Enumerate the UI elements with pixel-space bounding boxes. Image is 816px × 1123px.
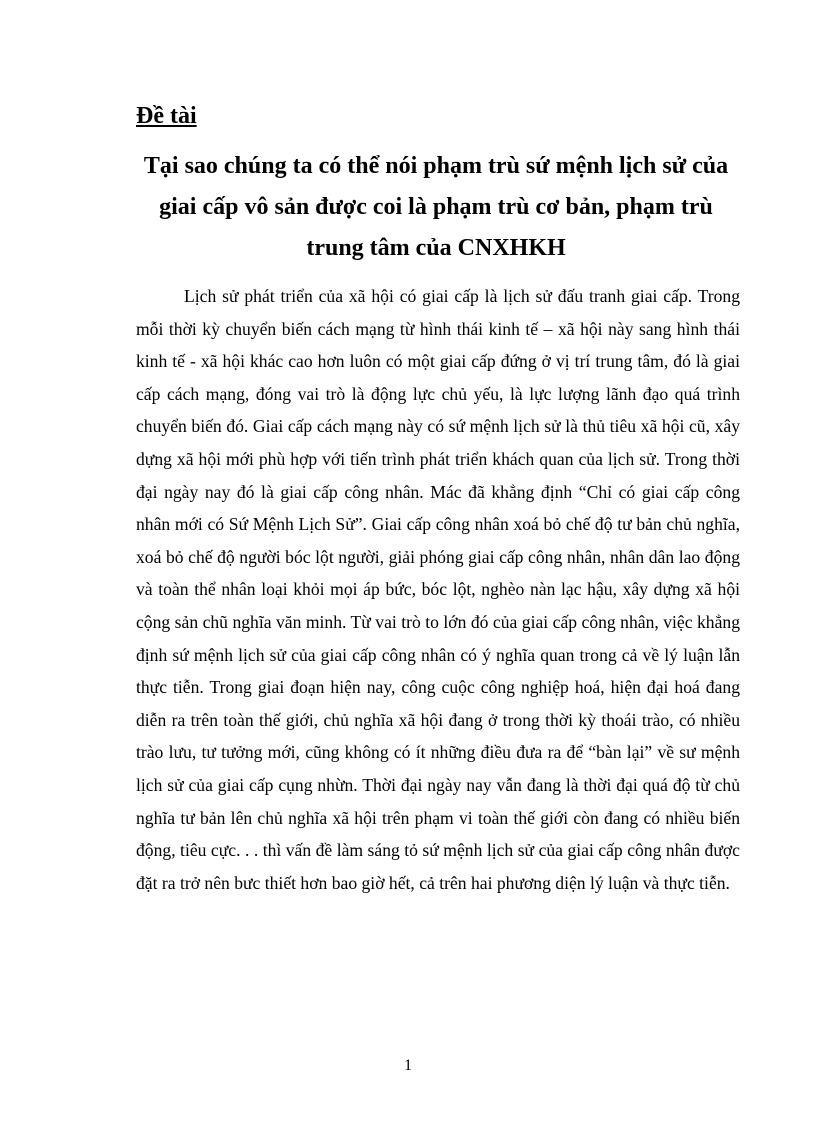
- page-number: 1: [404, 1057, 412, 1074]
- document-title: Tại sao chúng ta có thể nói phạm trù sứ mệnh lịch sử của giai cấp vô sản được coi là phạm trù cơ bản, phạm trù trung tâm của CNXHKH: [143, 153, 729, 261]
- body-paragraph: Lịch sử phát triển của xã hội có giai cấp là lịch sử đấu tranh giai cấp. Trong mỗi thời kỳ chuyển biến cách mạng từ hình thái kinh tế – xã hội này sang hình thái kinh tế - xã hội khác cao hơn luôn có một giai cấp đứng ở vị trí trung tâm, đó là giai cấp cách mạng, đóng vai trò là động lực chủ yếu, là lực lượng lãnh đạo quá trình chuyển biến đó. Giai cấp cách mạng này có sứ mệnh lịch sử là thủ tiêu xã hội cũ, xây dựng xã hội mới phù hợp với tiến trình phát triển khách quan của lịch sử. Trong thời đại ngày nay đó là giai cấp công nhân. Mác đã khẳng định “Chỉ có giai cấp công nhân mới có Sứ Mệnh Lịch Sử”. Giai cấp công nhân xoá bỏ chế độ tư bản chủ nghĩa, xoá bỏ chế độ người bóc lột người, giải phóng giai cấp công nhân, nhân dân lao động và toàn thể nhân loại khỏi mọi áp bức, bóc lột, nghèo nàn lạc hậu, xây dựng xã hội cộng sản chũ nghĩa văn minh. Từ vai trò to lớn đó của giai cấp công nhân, việc khẳng định sứ mệnh lịch sử của giai cấp công nhân có ý nghĩa quan trong cả về lý luận lẫn thực tiễn. Trong giai đoạn hiện nay, công cuộc công nghiệp hoá, hiện đại hoá đang diễn ra trên toàn thế giới, chủ nghĩa xã hội đang ở trong thời kỳ thoái trào, có nhiều trào lưu, tư tưởng mới, cũng không có ít những điều đưa ra để “bàn lại” về sư mệnh lịch sử của giai cấp cụng nhừn. Thời đại ngày nay vẫn đang là thời đại quá độ từ chủ nghĩa tư bản lên chủ nghĩa xã hội trên phạm vi toàn thế giới còn đang có nhiều biến động, tiêu cực. . . thì vấn đề làm sáng tỏ sứ mệnh lịch sử của giai cấp công nhân được đặt ra trở nên bưc thiết hơn bao giờ hết, cả trên hai phương diện lý luận và thực tiễn.: [136, 286, 740, 893]
- topic-label: Đề tài: [136, 103, 197, 129]
